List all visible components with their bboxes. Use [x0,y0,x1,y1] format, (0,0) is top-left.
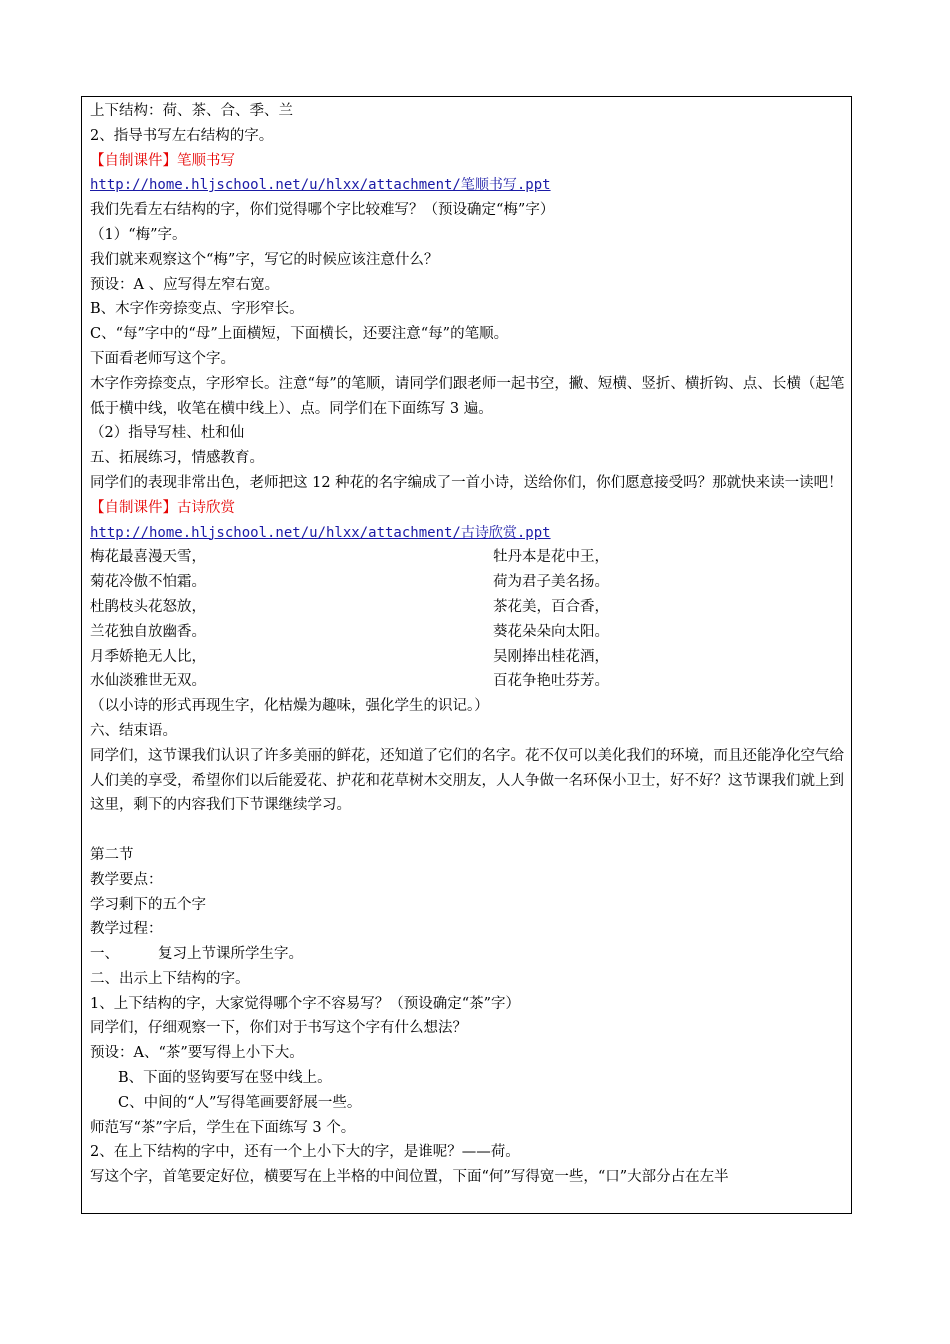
courseware-label: 【自制课件】笔顺书写 [90,152,235,169]
blank-line [90,818,850,843]
paragraph: 同学们，这节课我们认识了许多美丽的鲜花，还知道了它们的名字。花不仅可以美化我们的环境，而且还能净化空气给人们美的享受，希望你们以后能爱花、护花和花草树木交朋友，人人争做一名环保小卫士，好不好？这节课我们就上到这里，剩下的内容我们下节课继续学习。 [90,747,844,814]
poem-line-right: 吴刚捧出桂花酒， [493,648,609,665]
courseware-label: 【自制课件】古诗欣赏 [90,499,235,516]
text-line [90,942,850,967]
text-line: 二、出示上下结构的字。 [90,970,250,987]
text-line: 师范写“茶”字后，学生在下面练写 3 个。 [90,1119,356,1136]
list-text: 复习上节课所学生字。 [158,946,303,963]
poem-row [90,595,850,620]
poem-row [90,620,850,645]
text-line: 预设：A 、应写得左窄右宽。 [90,276,280,293]
list-number: 一、 [90,946,119,963]
poem-row [90,669,850,694]
paragraph: 同学们的表现非常出色，老师把这 12 种花的名字编成了一首小诗，送给你们，你们愿意接受吗？那就快来读一读吧！ [90,474,843,491]
lesson-content [90,99,850,1190]
text-line: C、“每”字中的“母”上面横短，下面横长，还要注意“每”的笔顺。 [90,326,509,343]
poem-row [90,570,850,595]
text-line: （以小诗的形式再现生字，化枯燥为趣味，强化学生的识记。） [90,698,489,715]
text-line: 教学要点： [90,871,163,888]
poem-row [90,545,850,570]
text-line: 我们就来观察这个“梅”字，写它的时候应该注意什么？ [90,251,439,268]
text-line: （2）指导写桂、杜和仙 [90,425,245,442]
poem-row [90,645,850,670]
text-line: 上下结构：荷、茶、合、季、兰 [90,103,293,119]
poem-line-left: 水仙淡雅世无双。 [90,673,206,690]
text-line: 下面看老师写这个字。 [90,350,235,367]
paragraph: 木字作旁捺变点，字形窄长。注意“每”的笔顺，请同学们跟老师一起书空，撇、短横、竖折、横折钩、点、长横（起笔低于横中线，收笔在横中线上）、点。同学们在下面练写 3 遍。 [90,375,845,417]
text-line: B、木字作旁捺变点、字形窄长。 [90,301,304,318]
text-line: 预设：A、“茶”要写得上小下大。 [90,1045,304,1062]
text-line: 2、指导书写左右结构的字。 [90,127,274,144]
text-line: 五、拓展练习，情感教育。 [90,450,264,467]
text-line: B、下面的竖钩要写在竖中线上。 [118,1070,332,1087]
text-line: 写这个字，首笔要定好位，横要写在上半格的中间位置，下面“何”写得宽一些，“口”大部分占在左半 [90,1169,729,1186]
text-line: （1）“梅”字。 [90,226,187,243]
text-line: 我们先看左右结构的字，你们觉得哪个字比较难写？（预设确定“梅”字） [90,202,555,219]
text-line: 教学过程： [90,921,163,938]
poem-line-right: 葵花朵朵向太阳。 [493,623,609,640]
poem-line-right: 荷为君子美名扬。 [493,574,609,591]
courseware-link[interactable]: http://home.hljschool.net/u/hlxx/attachment/古诗欣赏.ppt [90,524,551,541]
text-line: 同学们，仔细观察一下，你们对于书写这个字有什么想法？ [90,1020,467,1037]
text-line: 2、在上下结构的字中，还有一个上小下大的字，是谁呢？——荷。 [90,1144,520,1161]
section-title: 第二节 [90,846,134,863]
poem-line-left: 梅花最喜漫天雪， [90,549,206,566]
poem-line-left: 兰花独自放幽香。 [90,623,206,640]
poem-line-left: 月季娇艳无人比， [90,648,206,665]
text-line: 学习剩下的五个字 [90,896,206,913]
poem-line-right: 茶花美，百合香， [493,598,609,615]
poem-line-right: 牡丹本是花中王， [493,549,609,566]
poem-line-right: 百花争艳吐芬芳。 [493,673,609,690]
text-line: C、中间的“人”写得笔画要舒展一些。 [118,1094,362,1111]
text-line: 六、结束语。 [90,722,177,739]
poem-line-left: 菊花冷傲不怕霜。 [90,574,206,591]
text-line: 1、上下结构的字，大家觉得哪个字不容易写？（预设确定“茶”字） [90,995,521,1012]
courseware-link[interactable]: http://home.hljschool.net/u/hlxx/attachment/笔顺书写.ppt [90,177,551,194]
poem-line-left: 杜鹃枝头花怒放， [90,598,206,615]
